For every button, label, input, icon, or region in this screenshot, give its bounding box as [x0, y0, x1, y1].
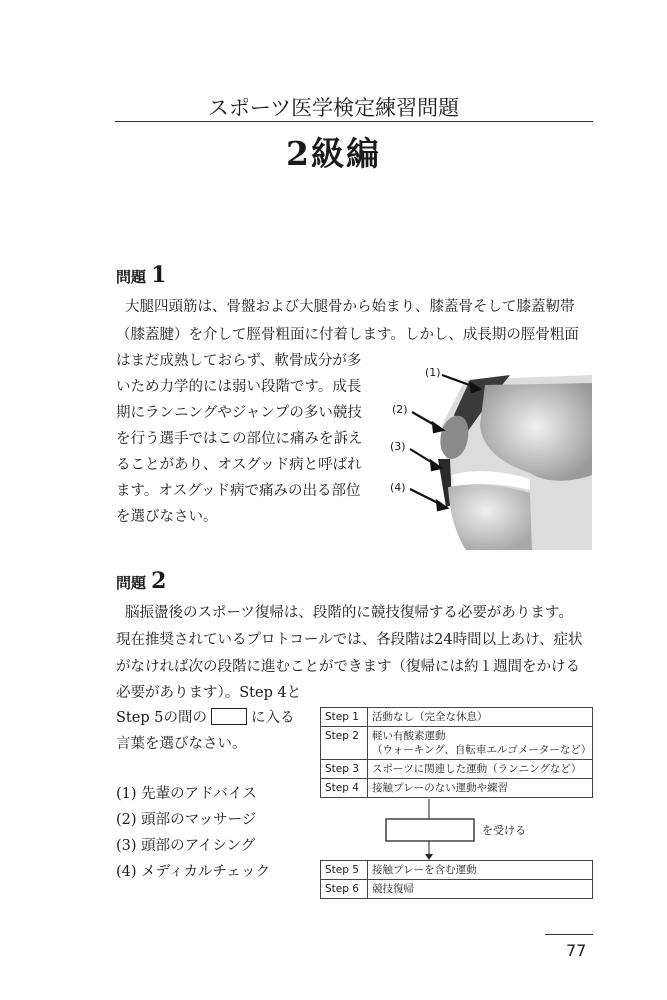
knee-diagram [370, 355, 600, 560]
step-desc: スポーツに関連した運動（ランニングなど） [368, 760, 593, 779]
page-number: 77 [566, 941, 587, 960]
step-desc [368, 727, 593, 760]
figure-label-4: (4) [390, 481, 406, 494]
q2-line-5-after: に入る [250, 710, 295, 726]
figure-label-1: (1) [425, 366, 441, 379]
q2-line-4: 必要があります）。Step 4と [116, 685, 302, 701]
q1-label: 問題 [116, 268, 147, 286]
q1-line-8: ます。オスグッド病で痛みの出る部位 [116, 483, 361, 499]
q2-line-2: 現在推奨されているプロトコールでは、各段階は24時間以上あけ、症状 [116, 632, 583, 648]
step-desc: 活動なし（完全な休息） [368, 708, 593, 727]
q2-line-6: 言葉を選びなさい。 [116, 736, 247, 752]
page-title: 2級編 [286, 134, 381, 173]
tibia [448, 485, 532, 550]
q2-option-2: (2) 頭部のマッサージ [116, 812, 257, 828]
step-desc-line-2: （ウォーキング、自転車エルゴメーターなど） [372, 744, 592, 756]
answer-blank [211, 708, 247, 725]
table-row [321, 727, 593, 760]
q2-line-5-before: Step 5の間の [116, 710, 207, 726]
flow-blank-box [386, 819, 474, 841]
q1-line-6: を行う選手ではこの部位に痛みを訴え [116, 431, 363, 447]
q1-line-7: ることがあり、オスグッド病と呼ばれ [116, 457, 362, 473]
step-label: Step 1 [321, 708, 368, 727]
step-desc: 接触プレーのない運動や練習 [368, 779, 593, 798]
footer-rule [545, 934, 593, 935]
step-label: Step 6 [321, 880, 368, 899]
table-row [321, 779, 593, 798]
steps-table-bottom [320, 860, 593, 899]
step-label: Step 4 [321, 779, 368, 798]
q2-line-3: がなければ次の段階に進むことができます（復帰には約１週間をかける [116, 659, 580, 675]
q2-line-1: 脳振盪後のスポーツ復帰は、段階的に競技復帰する必要があります。 [125, 605, 573, 621]
figure-label-2: (2) [392, 403, 408, 416]
figure-label-3: (3) [390, 440, 406, 453]
q1-line-1: 大腿四頭筋は、骨盤および大腿骨から始まり、膝蓋骨そして膝蓋靭帯 [125, 299, 575, 315]
table-row [321, 861, 593, 880]
flow-label: を受ける [482, 824, 526, 837]
step-desc: 競技復帰 [368, 880, 593, 899]
step-desc-line-1: 軽い有酸素運動 [372, 730, 446, 742]
table-row [321, 880, 593, 899]
q2-option-4: (4) メディカルチェック [116, 864, 271, 880]
flow-diagram [380, 799, 490, 861]
q1-line-4: いため力学的には弱い段階です。成長 [116, 379, 362, 395]
step-label: Step 3 [321, 760, 368, 779]
table-row [321, 708, 593, 727]
q2-label: 問題 [116, 574, 147, 592]
step-label: Step 5 [321, 861, 368, 880]
q2-line-5 [116, 705, 294, 731]
q1-line-2: （膝蓋腱）を介して脛骨粗面に付着します。しかし、成長期の脛骨粗面 [116, 327, 579, 343]
page-subtitle: スポーツ医学検定練習問題 [207, 96, 460, 120]
step-label: Step 2 [321, 727, 368, 760]
q2-heading [116, 568, 166, 594]
q2-option-1: (1) 先輩のアドバイス [116, 786, 257, 802]
q1-line-5: 期にランニングやジャンプの多い競技 [116, 405, 362, 421]
q1-line-3: はまだ成熟しておらず、軟骨成分が多 [116, 353, 362, 369]
q2-option-3: (3) 頭部のアイシング [116, 838, 256, 854]
q1-number: 1 [151, 262, 167, 288]
steps-table-top [320, 707, 593, 798]
q1-heading [116, 262, 166, 288]
header-rule [115, 121, 593, 122]
arrowhead-2 [433, 423, 443, 432]
table-row [321, 760, 593, 779]
q2-number: 2 [151, 568, 167, 594]
q1-line-9: を選びなさい。 [116, 509, 218, 525]
step-desc: 接触プレーを含む運動 [368, 861, 593, 880]
